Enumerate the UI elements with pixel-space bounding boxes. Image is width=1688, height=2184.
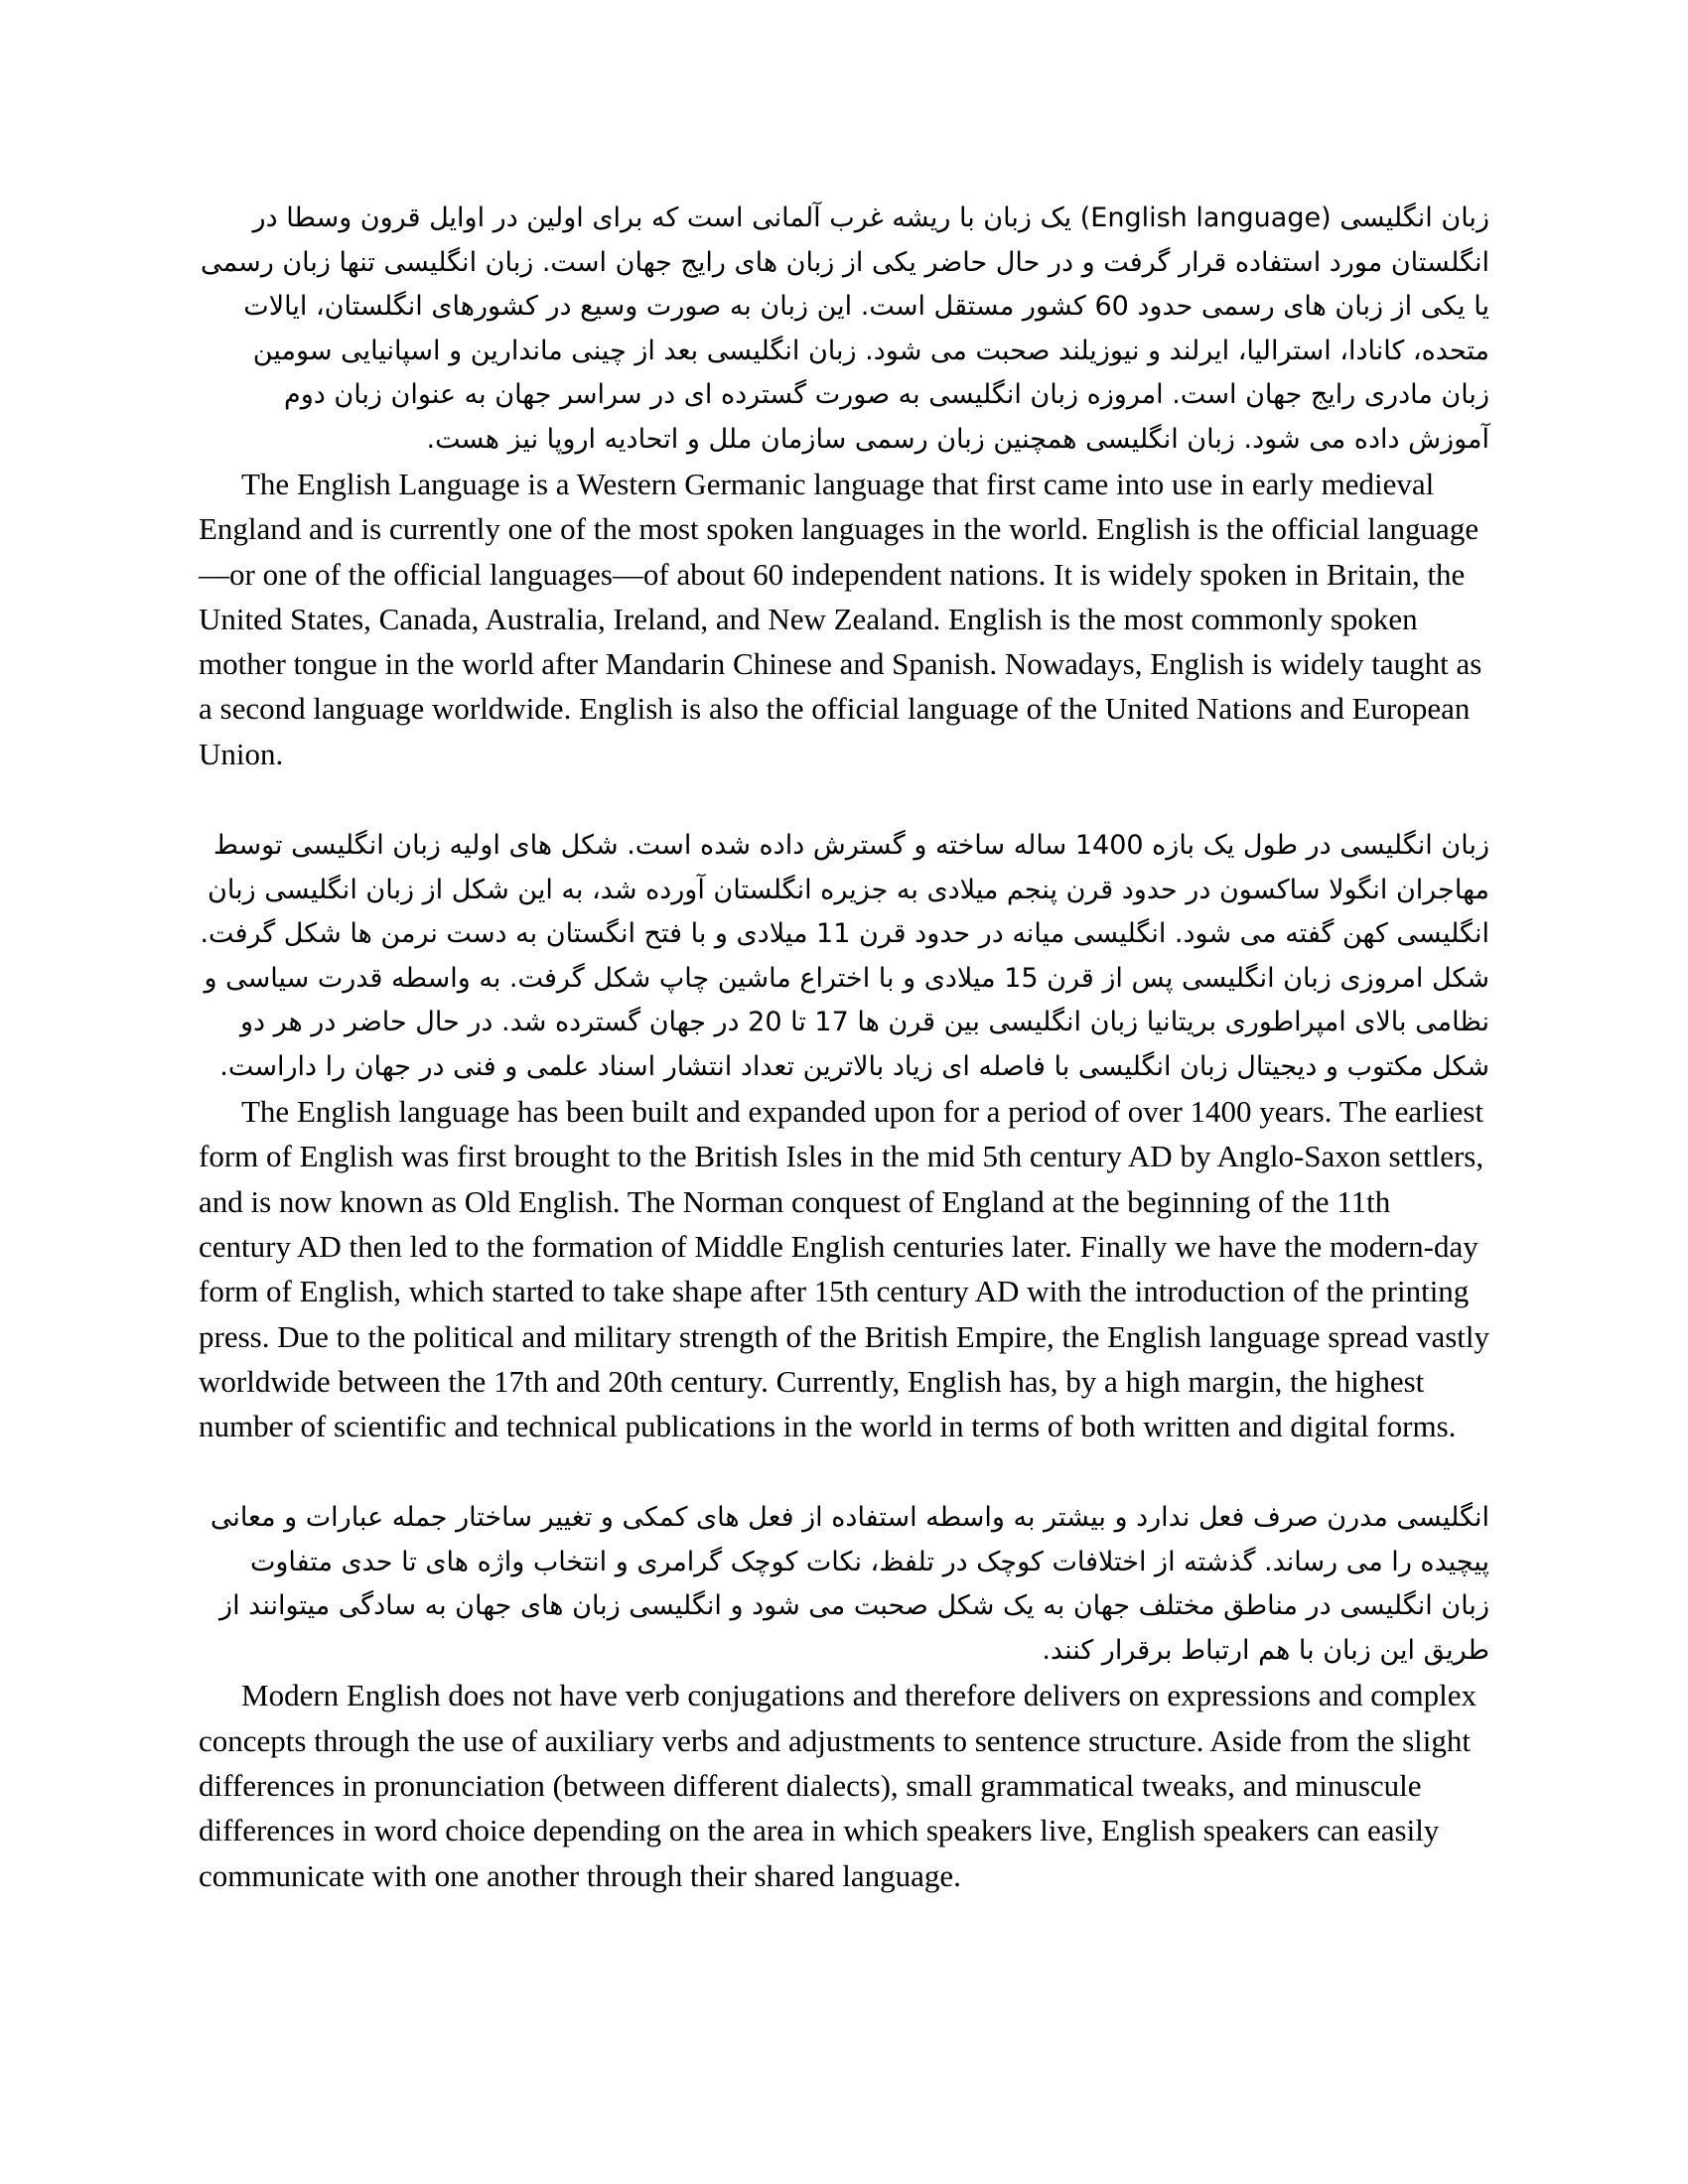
english-paragraph-2: The English language has been built and expanded upon for a period of over 1400 years. The earliest form of English was first brought to the British Isles in the mid 5th century AD by Anglo-Saxon settlers, and is now known as Old English. The Norman conquest of England at the beginning of the 11th century AD then led to the formation of Middle English centuries later. Finally we have the modern-day form of English, which started to take shape after 15th century AD with the introduction of the printing press. Due to the political and military strength of the British Empire, the English language spread vastly worldwide between the 17th and 20th century. Currently, English has, by a high margin, the highest number of scientific and technical publications in the world in terms of both written and digital forms. (199, 1094, 1489, 1444)
persian-paragraph-3: انگلیسی مدرن صرف فعل ندارد و بیشتر به واسطه استفاده از فعل های کمکی و تغییر ساختار جمله عبارات و معانی پیچیده را می رساند. گذشته از اختلافات کوچک در تلفظ، نکات کوچک گرامری و انتخاب واژه های تا حدی متفاوت زبان انگلیسی در مناطق مختلف جهان به یک شکل صحبت می شود و انگلیسی زبان های جهان به سادگی میتوانند از طریق این زبان با هم ارتباط برقرار کنند. (210, 1502, 1489, 1666)
english-paragraph-3: Modern English does not have verb conjugations and therefore delivers on expressions and complex concepts through the use of auxiliary verbs and adjustments to sentence structure. Aside from the slight differences in pronunciation (between different dialects), small grammatical tweaks, and minuscule differences in word choice depending on the area in which speakers live, English speakers can easily communicate with one another through their shared language. (199, 1678, 1477, 1893)
english-paragraph-1: The English Language is a Western Germanic language that first came into use in early medieval England and is currently one of the most spoken languages in the world. English is the official language—or one of the official languages—of about 60 independent nations. It is widely spoken in Britain, the United States, Canada, Australia, Ireland, and New Zealand. English is the most commonly spoken mother tongue in the world after Mandarin Chinese and Spanish. Nowadays, English is widely taught as a second language worldwide. English is also the official language of the United Nations and European Union. (199, 467, 1482, 771)
paragraph-spacer (199, 1448, 1489, 1496)
paragraph-spacer (199, 776, 1489, 824)
persian-paragraph-1: زبان انگلیسی (English language) یک زبان با ریشه غرب آلمانی است که برای اولین در اوایل قرون وسطا در انگلستان مورد استفاده قرار گرفت و در حال حاضر یکی از زبان های رایج جهان است. زبان انگلیسی تنها زبان رسمی یا یکی از زبان های رسمی حدود 60 کشور مستقل است. این زبان به صورت وسیع در کشورهای انگلستان، ایالات متحده، کانادا، استرالیا، ایرلند و نیوزیلند صحبت می شود. زبان انگلیسی بعد از چینی ماندارین و اسپانیایی سومین زبان مادری رایج جهان است. امروزه زبان انگلیسی به صورت گسترده ای در سراسر جهان به عنوان زبان دوم آموزش داده می شود. زبان انگلیسی همچنین زبان رسمی سازمان ملل و اتحادیه اروپا نیز هست. (201, 203, 1489, 455)
persian-paragraph-2: زبان انگلیسی در طول یک بازه 1400 ساله ساخته و گسترش داده شده است. شکل های اولیه زبان انگلیسی توسط مهاجران انگولا ساکسون در حدود قرن پنجم میلادی به جزیره انگلستان آورده شد، به این شکل از زبان انگلیسی زبان انگلیسی کهن گفته می شود. انگلیسی میانه در حدود قرن 11 میلادی و با فتح انگستان به دست نرمن ها شکل گرفت. شکل امروزی زبان انگلیسی پس از قرن 15 میلادی و با اختراع ماشین چاپ شکل گرفت. به واسطه قدرت سیاسی و نظامی بالای امپراطوری بریتانیا زبان انگلیسی بین قرن ها 17 تا 20 در جهان گسترده شد. در حال حاضر در هر دو شکل مکتوب و دیجیتال زبان انگلیسی با فاصله ای زیاد بالاترین تعداد انتشار اسناد علمی و فنی در جهان را داراست. (200, 830, 1489, 1082)
document-page (199, 197, 1489, 1898)
